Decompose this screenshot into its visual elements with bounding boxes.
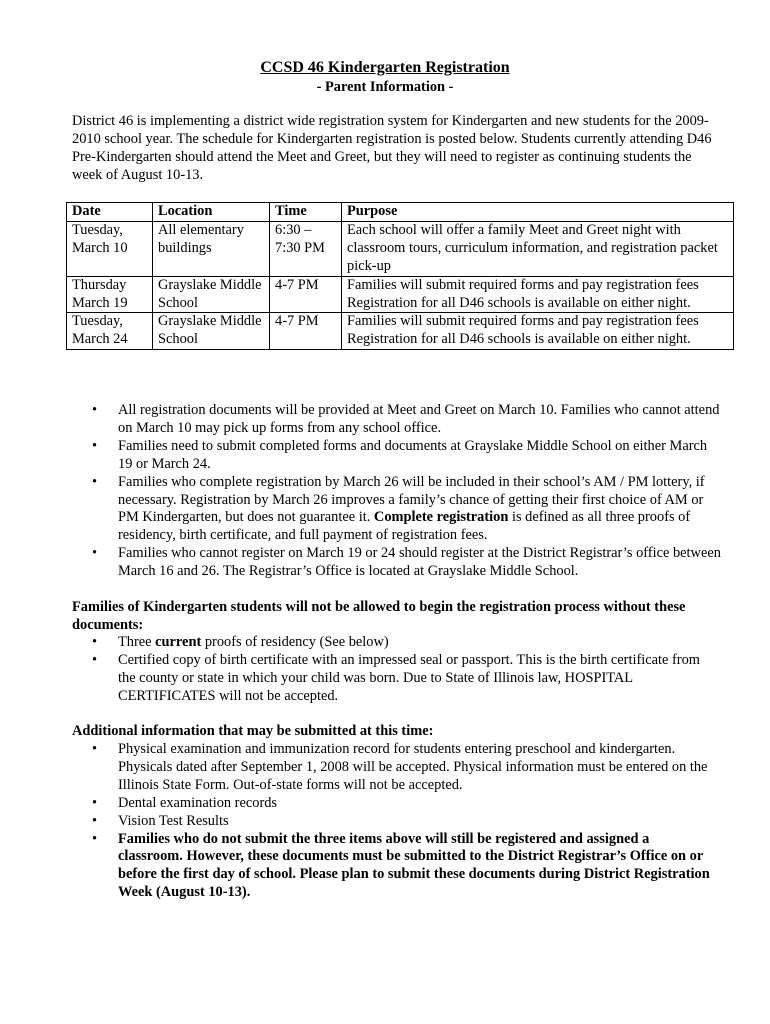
bullet-icon: • — [92, 741, 98, 757]
purpose-cell: Families will submit required forms and pay registration fees Registration for all D46 schools is available on either night. — [342, 276, 734, 313]
header-purpose: Purpose — [342, 203, 734, 222]
schedule-table — [66, 202, 734, 350]
list-item-text: Families need to submit completed forms and documents at Grayslake Middle School on either March 19 or March 24. — [118, 437, 708, 472]
bullet-icon: • — [92, 402, 98, 418]
list-item — [92, 652, 712, 706]
required-documents-list — [92, 634, 712, 706]
location-cell — [153, 221, 270, 276]
bullet-icon: • — [92, 473, 98, 490]
list-item — [92, 634, 712, 652]
list-item-text — [118, 474, 705, 544]
list-item — [92, 795, 712, 813]
list-item — [92, 438, 722, 474]
location-line: School — [158, 331, 198, 348]
location-line: Grayslake Middle — [158, 276, 262, 293]
time-line: 4-7 PM — [275, 276, 319, 293]
date-line: March 24 — [72, 331, 128, 348]
header-location: Location — [153, 203, 270, 222]
bullet-icon: • — [92, 830, 98, 847]
bullet-icon: • — [92, 794, 98, 811]
date-cell — [67, 313, 153, 350]
bullet-icon: • — [92, 545, 98, 562]
registration-notes-list — [92, 402, 722, 581]
date-cell — [67, 276, 153, 313]
schedule-header-row — [67, 203, 734, 222]
date-line: Thursday — [72, 276, 127, 293]
time-line: 7:30 PM — [275, 239, 325, 256]
list-item — [92, 474, 722, 546]
list-item-text — [118, 634, 389, 650]
list-item — [92, 813, 712, 831]
date-line: Tuesday, — [72, 313, 123, 330]
list-item-text: Vision Test Results — [118, 812, 229, 829]
time-cell — [270, 276, 342, 313]
list-item-text: All registration documents will be provided at Meet and Greet on March 10. Families who cannot attend on March 10 may pick up forms from any school office. — [118, 402, 720, 436]
header-time: Time — [270, 203, 342, 222]
bullet-icon: • — [92, 651, 98, 668]
text-run: proofs of residency (See below) — [201, 634, 389, 650]
emphasis-text: current — [155, 634, 202, 650]
list-item — [92, 545, 722, 581]
list-item-text: Families who cannot register on March 19 or 24 should register at the District Registrar’s office between March 16 and 26. The Registrar’s Office is located at Grayslake Middle School. — [118, 545, 721, 580]
schedule-row — [67, 221, 734, 276]
text-run: is defined as all three proofs of residency, birth certificate, and full payment of registration fees. — [118, 509, 691, 544]
bullet-icon: • — [92, 437, 98, 454]
emphasis-text: Complete registration — [373, 509, 509, 526]
additional-info-heading: Additional information that may be submitted at this time: — [72, 723, 434, 739]
location-line: All elementary — [158, 221, 244, 238]
purpose-cell: Each school will offer a family Meet and Greet night with classroom tours, curriculum information, and registration packet pick-up — [342, 221, 734, 276]
schedule-row — [67, 313, 734, 350]
header-date: Date — [67, 203, 153, 222]
list-item — [92, 741, 712, 795]
date-cell — [67, 221, 153, 276]
date-line: Tuesday, — [72, 221, 123, 238]
list-item-text: Families who do not submit the three items above will still be registered and assigned a classroom. However, these documents must be submitted to the District Registrar’s Office on or before the first day of school. Please plan to submit these documents during District Registration Week (August 10-13). — [118, 830, 710, 901]
bullet-icon: • — [92, 812, 98, 829]
date-line: March 19 — [72, 294, 128, 311]
document-subtitle: - Parent Information - — [316, 79, 454, 95]
location-cell — [153, 276, 270, 313]
intro-paragraph: District 46 is implementing a district wide registration system for Kindergarten and new students for the 2009-2010 school year. The schedule for Kindergarten registration is posted below. Students currently attending D46 Pre-Kindergarten should attend the Meet and Greet, but they will need to register as continuing students the week of August 10-13. — [72, 113, 712, 183]
date-line: March 10 — [72, 239, 128, 256]
text-run: Three — [118, 634, 156, 650]
time-line: 4-7 PM — [275, 313, 319, 330]
location-line: Grayslake Middle — [158, 313, 262, 330]
list-item-text: Physical examination and immunization record for students entering preschool and kindergarten. Physicals dated after September 1, 2008 will be accepted. Physical information must be entered on the Illinois State Form. Out-of-state forms will not be accepted. — [118, 741, 708, 793]
location-cell — [153, 313, 270, 350]
required-documents-heading: Families of Kindergarten students will not be allowed to begin the registration process without these documents: — [72, 599, 686, 633]
text-run: Families who complete registration by March 26 will be included in their school’s AM / PM lottery, if necessary. Registration by March 26 improves a family’s chance of getting their first choice of AM or PM Kindergarten, but does not guarantee it. — [118, 473, 705, 526]
purpose-cell: Families will submit required forms and pay registration fees Registration for all D46 schools is available on either night. — [342, 313, 734, 350]
schedule-row — [67, 276, 734, 313]
location-line: School — [158, 294, 198, 311]
document-title: CCSD 46 Kindergarten Registration — [260, 59, 510, 76]
location-line: buildings — [158, 239, 212, 256]
additional-info-list — [92, 741, 712, 902]
list-item — [92, 831, 712, 903]
list-item-text: Dental examination records — [118, 794, 278, 811]
list-item — [92, 402, 722, 438]
time-line: 6:30 – — [275, 221, 312, 238]
time-cell — [270, 221, 342, 276]
list-item-text: Certified copy of birth certificate with an impressed seal or passport. This is the birth certificate from the county or state in which your child was born. Due to State of Illinois law, HOSPITAL CERTIFICATES will not be accepted. — [118, 651, 700, 704]
time-cell — [270, 313, 342, 350]
bullet-icon: • — [92, 634, 98, 650]
